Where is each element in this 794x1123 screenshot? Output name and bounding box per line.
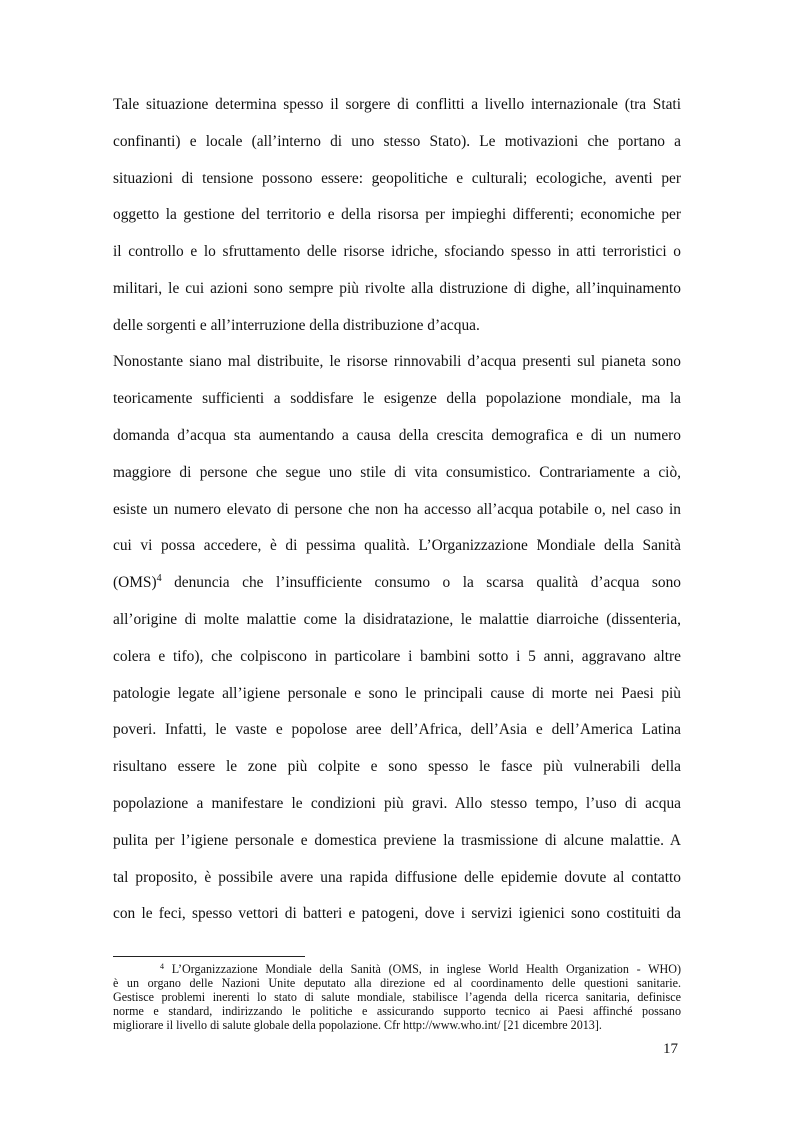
page-number: 17 xyxy=(663,1041,678,1057)
body-line: patologie legate all’igiene personale e sono le principali cause di morte nei Paesi più xyxy=(113,685,681,702)
body-line: confinanti) e locale (all’interno di uno stesso Stato). Le motivazioni che portano a xyxy=(113,133,681,150)
footnote-separator xyxy=(113,956,305,957)
footnote-line: norme e standard, indirizzando le politiche e assicurando supporto tecnico ai Paesi affinché possano xyxy=(113,1004,681,1018)
body-line: popolazione a manifestare le condizioni più gravi. Allo stesso tempo, l’uso di acqua xyxy=(113,795,681,812)
body-line: situazioni di tensione possono essere: geopolitiche e culturali; ecologiche, aventi per xyxy=(113,170,681,187)
body-line-start: (OMS) xyxy=(113,574,157,591)
body-line: risultano essere le zone più colpite e sono spesso le fasce più vulnerabili della xyxy=(113,758,681,775)
footnote-line xyxy=(113,962,681,976)
footnote-reference: 4 xyxy=(156,573,162,584)
body-line-with-footnote-ref xyxy=(113,573,681,593)
footnote-number: 4 xyxy=(160,962,164,971)
footnote-line: Gestisce problemi inerenti lo stato di salute mondiale, stabilisce l’agenda della ricerca sanitaria, definisce xyxy=(113,990,681,1004)
body-line: pulita per l’igiene personale e domestica previene la trasmissione di alcune malattie. A xyxy=(113,832,681,849)
body-line: poveri. Infatti, le vaste e popolose aree dell’Africa, dell’Asia e dell’America Latina xyxy=(113,721,681,738)
body-line: all’origine di molte malattie come la disidratazione, le malattie diarroiche (dissenteria, xyxy=(113,611,681,628)
body-line: Nonostante siano mal distribuite, le risorse rinnovabili d’acqua presenti sul pianeta sono xyxy=(113,353,681,370)
body-line: maggiore di persone che segue uno stile di vita consumistico. Contrariamente a ciò, xyxy=(113,464,681,481)
body-line: tal proposito, è possibile avere una rapida diffusione delle epidemie dovute al contatto xyxy=(113,869,681,886)
body-line: Tale situazione determina spesso il sorgere di conflitti a livello internazionale (tra Stati xyxy=(113,96,681,113)
footnote-line: migliorare il livello di salute globale della popolazione. Cfr http://www.who.int/ [21 dicembre 2013]. xyxy=(113,1018,602,1032)
body-line: esiste un numero elevato di persone che non ha accesso all’acqua potabile o, nel caso in xyxy=(113,501,681,518)
body-line: oggetto la gestione del territorio e della risorsa per impieghi differenti; economiche per xyxy=(113,206,681,223)
body-line-rest: denuncia che l’insufficiente consumo o la scarsa qualità d’acqua sono xyxy=(161,574,681,591)
body-line: teoricamente sufficienti a soddisfare le esigenze della popolazione mondiale, ma la xyxy=(113,390,681,407)
body-line: il controllo e lo sfruttamento delle risorse idriche, sfociando spesso in atti terroristici o xyxy=(113,243,681,260)
body-line: colera e tifo), che colpiscono in particolare i bambini sotto i 5 anni, aggravano altre xyxy=(113,648,681,665)
footnote-line: è un organo delle Nazioni Unite deputato alla direzione ed al coordinamento delle questioni sanitarie. xyxy=(113,976,681,990)
body-line: militari, le cui azioni sono sempre più rivolte alla distruzione di dighe, all’inquinamento xyxy=(113,280,681,297)
body-line: domanda d’acqua sta aumentando a causa della crescita demografica e di un numero xyxy=(113,427,681,444)
body-line: cui vi possa accedere, è di pessima qualità. L’Organizzazione Mondiale della Sanità xyxy=(113,537,681,554)
body-line: delle sorgenti e all’interruzione della distribuzione d’acqua. xyxy=(113,317,480,334)
footnote-text: L’Organizzazione Mondiale della Sanità (OMS, in inglese World Health Organization - WHO) xyxy=(164,962,681,976)
body-line: con le feci, spesso vettori di batteri e patogeni, dove i servizi igienici sono costituiti da xyxy=(113,905,681,922)
